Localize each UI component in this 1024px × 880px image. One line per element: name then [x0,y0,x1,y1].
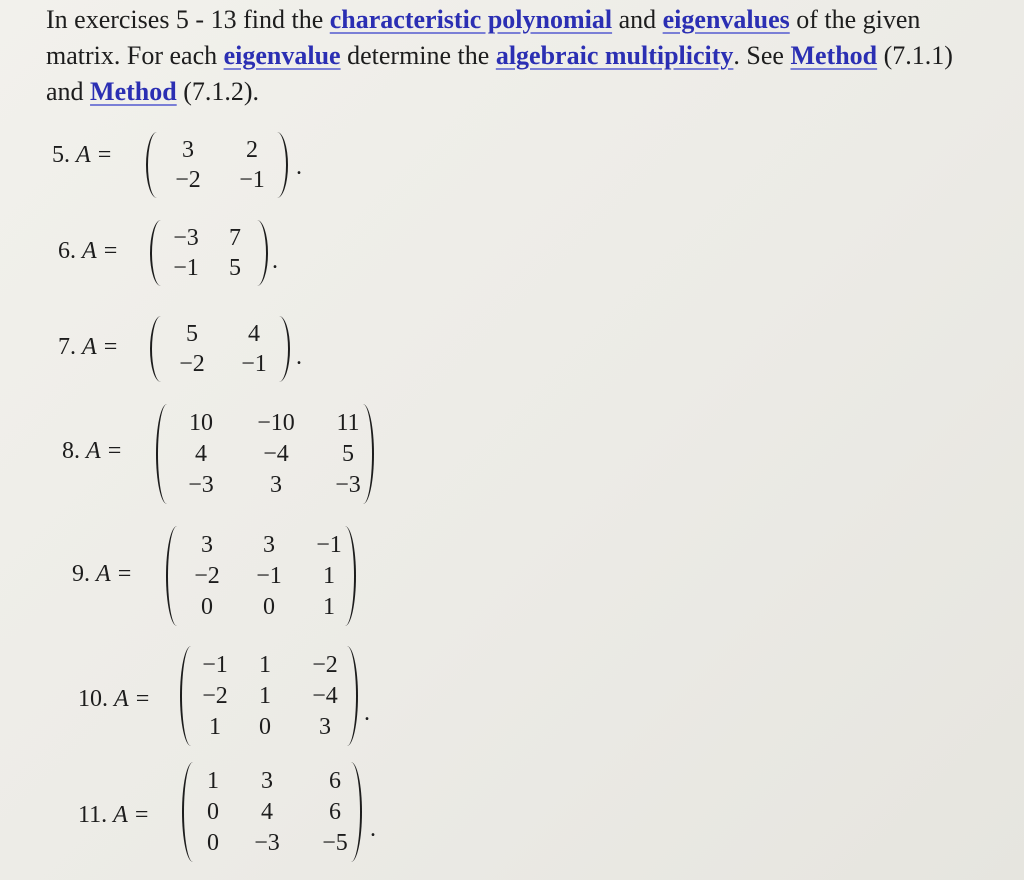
matrix [180,646,358,746]
matrix-entry: 4 [195,440,207,467]
exercise-number: 5. [52,142,76,168]
matrix [156,404,374,504]
link-eigenvalue[interactable]: eigenvalue [223,41,341,70]
intro-text: (7.1.1) [877,41,953,70]
exercise-number: 8. [62,438,86,464]
matrix-entry: −3 [173,225,199,251]
matrix-entry: −3 [254,829,280,856]
matrix-entry: −3 [335,471,361,498]
matrix-entry: 1 [207,767,219,794]
exercise-label [72,561,132,588]
link-method-7-1-2[interactable]: Method [90,77,177,106]
exercise-label [78,802,150,829]
matrix-entry: 3 [201,531,213,558]
matrix-entry: 5 [186,321,198,347]
matrix-entry: 2 [246,137,258,163]
intro-text: . See [733,41,791,70]
matrix-entry: 4 [248,321,260,347]
end-period: . [296,344,302,370]
matrix-entry: −4 [263,440,289,467]
matrix-entry: 7 [229,225,241,251]
intro-text: matrix. For each [46,41,224,70]
end-period: . [272,248,278,274]
link-characteristic-polynomial[interactable]: characteristic polynomial [329,5,613,34]
matrix-entry: 4 [261,798,273,825]
matrix-entry: 5 [342,440,354,467]
exercise-label [62,438,122,465]
link-eigenvalues[interactable]: eigenvalues [662,5,790,34]
exercise-number: 9. [72,561,96,587]
exercise-number: 11. [78,802,114,828]
matrix-lhs: A = [86,438,123,464]
matrix-entry: 1 [209,713,221,740]
intro-text: and [612,5,663,34]
matrix-entry: 3 [319,713,331,740]
matrix-entry: 1 [323,562,335,589]
matrix-entries [160,223,258,283]
end-period: . [370,816,376,842]
matrix-entry: 3 [263,531,275,558]
matrix [150,316,290,382]
intro-text: determine the [340,41,496,70]
instructions-paragraph [46,2,1016,110]
matrix-entries [160,319,284,379]
intro-text: of the given [789,5,921,34]
end-period: . [364,700,370,726]
matrix [182,762,362,862]
matrix-entry: −1 [241,351,267,377]
matrix-entries [166,408,380,501]
matrix-entry: −1 [239,167,265,193]
matrix-entry: −10 [257,409,295,436]
exercise-number: 7. [58,334,82,360]
exercise-label [58,238,118,265]
matrix-entry: 3 [261,767,273,794]
matrix-entry: −2 [312,651,338,678]
matrix-entry: 3 [182,137,194,163]
exercise-label [58,334,118,361]
matrix-entry: 3 [270,471,282,498]
matrix-entry: −3 [188,471,214,498]
matrix [150,220,268,286]
matrix-entry: 10 [189,409,213,436]
matrix-lhs: A = [82,334,119,360]
matrix-entry: −1 [202,651,228,678]
matrix-entry: 0 [201,593,213,620]
matrix-lhs: A = [114,686,151,712]
exercise-label [52,142,112,169]
exercise-label [78,686,150,713]
exercise-number: 6. [58,238,82,264]
end-period: . [296,154,302,180]
matrix-entry: 1 [259,651,271,678]
matrix-lhs: A = [113,802,150,828]
matrix-entry: 0 [263,593,275,620]
matrix-entry: 0 [259,713,271,740]
matrix-entry: −1 [316,531,342,558]
matrix-entry: 6 [329,798,341,825]
matrix-entry: −4 [312,682,338,709]
matrix [146,132,288,198]
intro-text: and [46,77,91,106]
matrix [166,526,356,626]
matrix-lhs: A = [82,238,119,264]
matrix-entry: 0 [207,829,219,856]
matrix-entry: −1 [173,255,199,281]
matrix-entry: −5 [322,829,348,856]
matrix-entries [192,766,370,859]
link-method-7-1-1[interactable]: Method [790,41,878,70]
link-algebraic-multiplicity[interactable]: algebraic multiplicity [495,41,734,70]
matrix-entry: −2 [179,351,205,377]
matrix-entries [190,650,360,743]
matrix-entry: 6 [329,767,341,794]
exercise-number: 10. [78,686,114,712]
matrix-entry: 0 [207,798,219,825]
matrix-entry: −1 [256,562,282,589]
matrix-entries [156,135,284,195]
matrix-entry: −2 [194,562,220,589]
intro-text: In exercises 5 - 13 find the [46,5,330,34]
matrix-lhs: A = [96,561,133,587]
matrix-entry: 1 [259,682,271,709]
matrix-entry: −2 [202,682,228,709]
matrix-entries [176,530,358,623]
matrix-entry: 5 [229,255,241,281]
matrix-entry: −2 [175,167,201,193]
matrix-entry: 1 [323,593,335,620]
matrix-entry: 11 [336,409,360,436]
intro-text: (7.1.2). [176,77,260,106]
matrix-lhs: A = [76,142,113,168]
